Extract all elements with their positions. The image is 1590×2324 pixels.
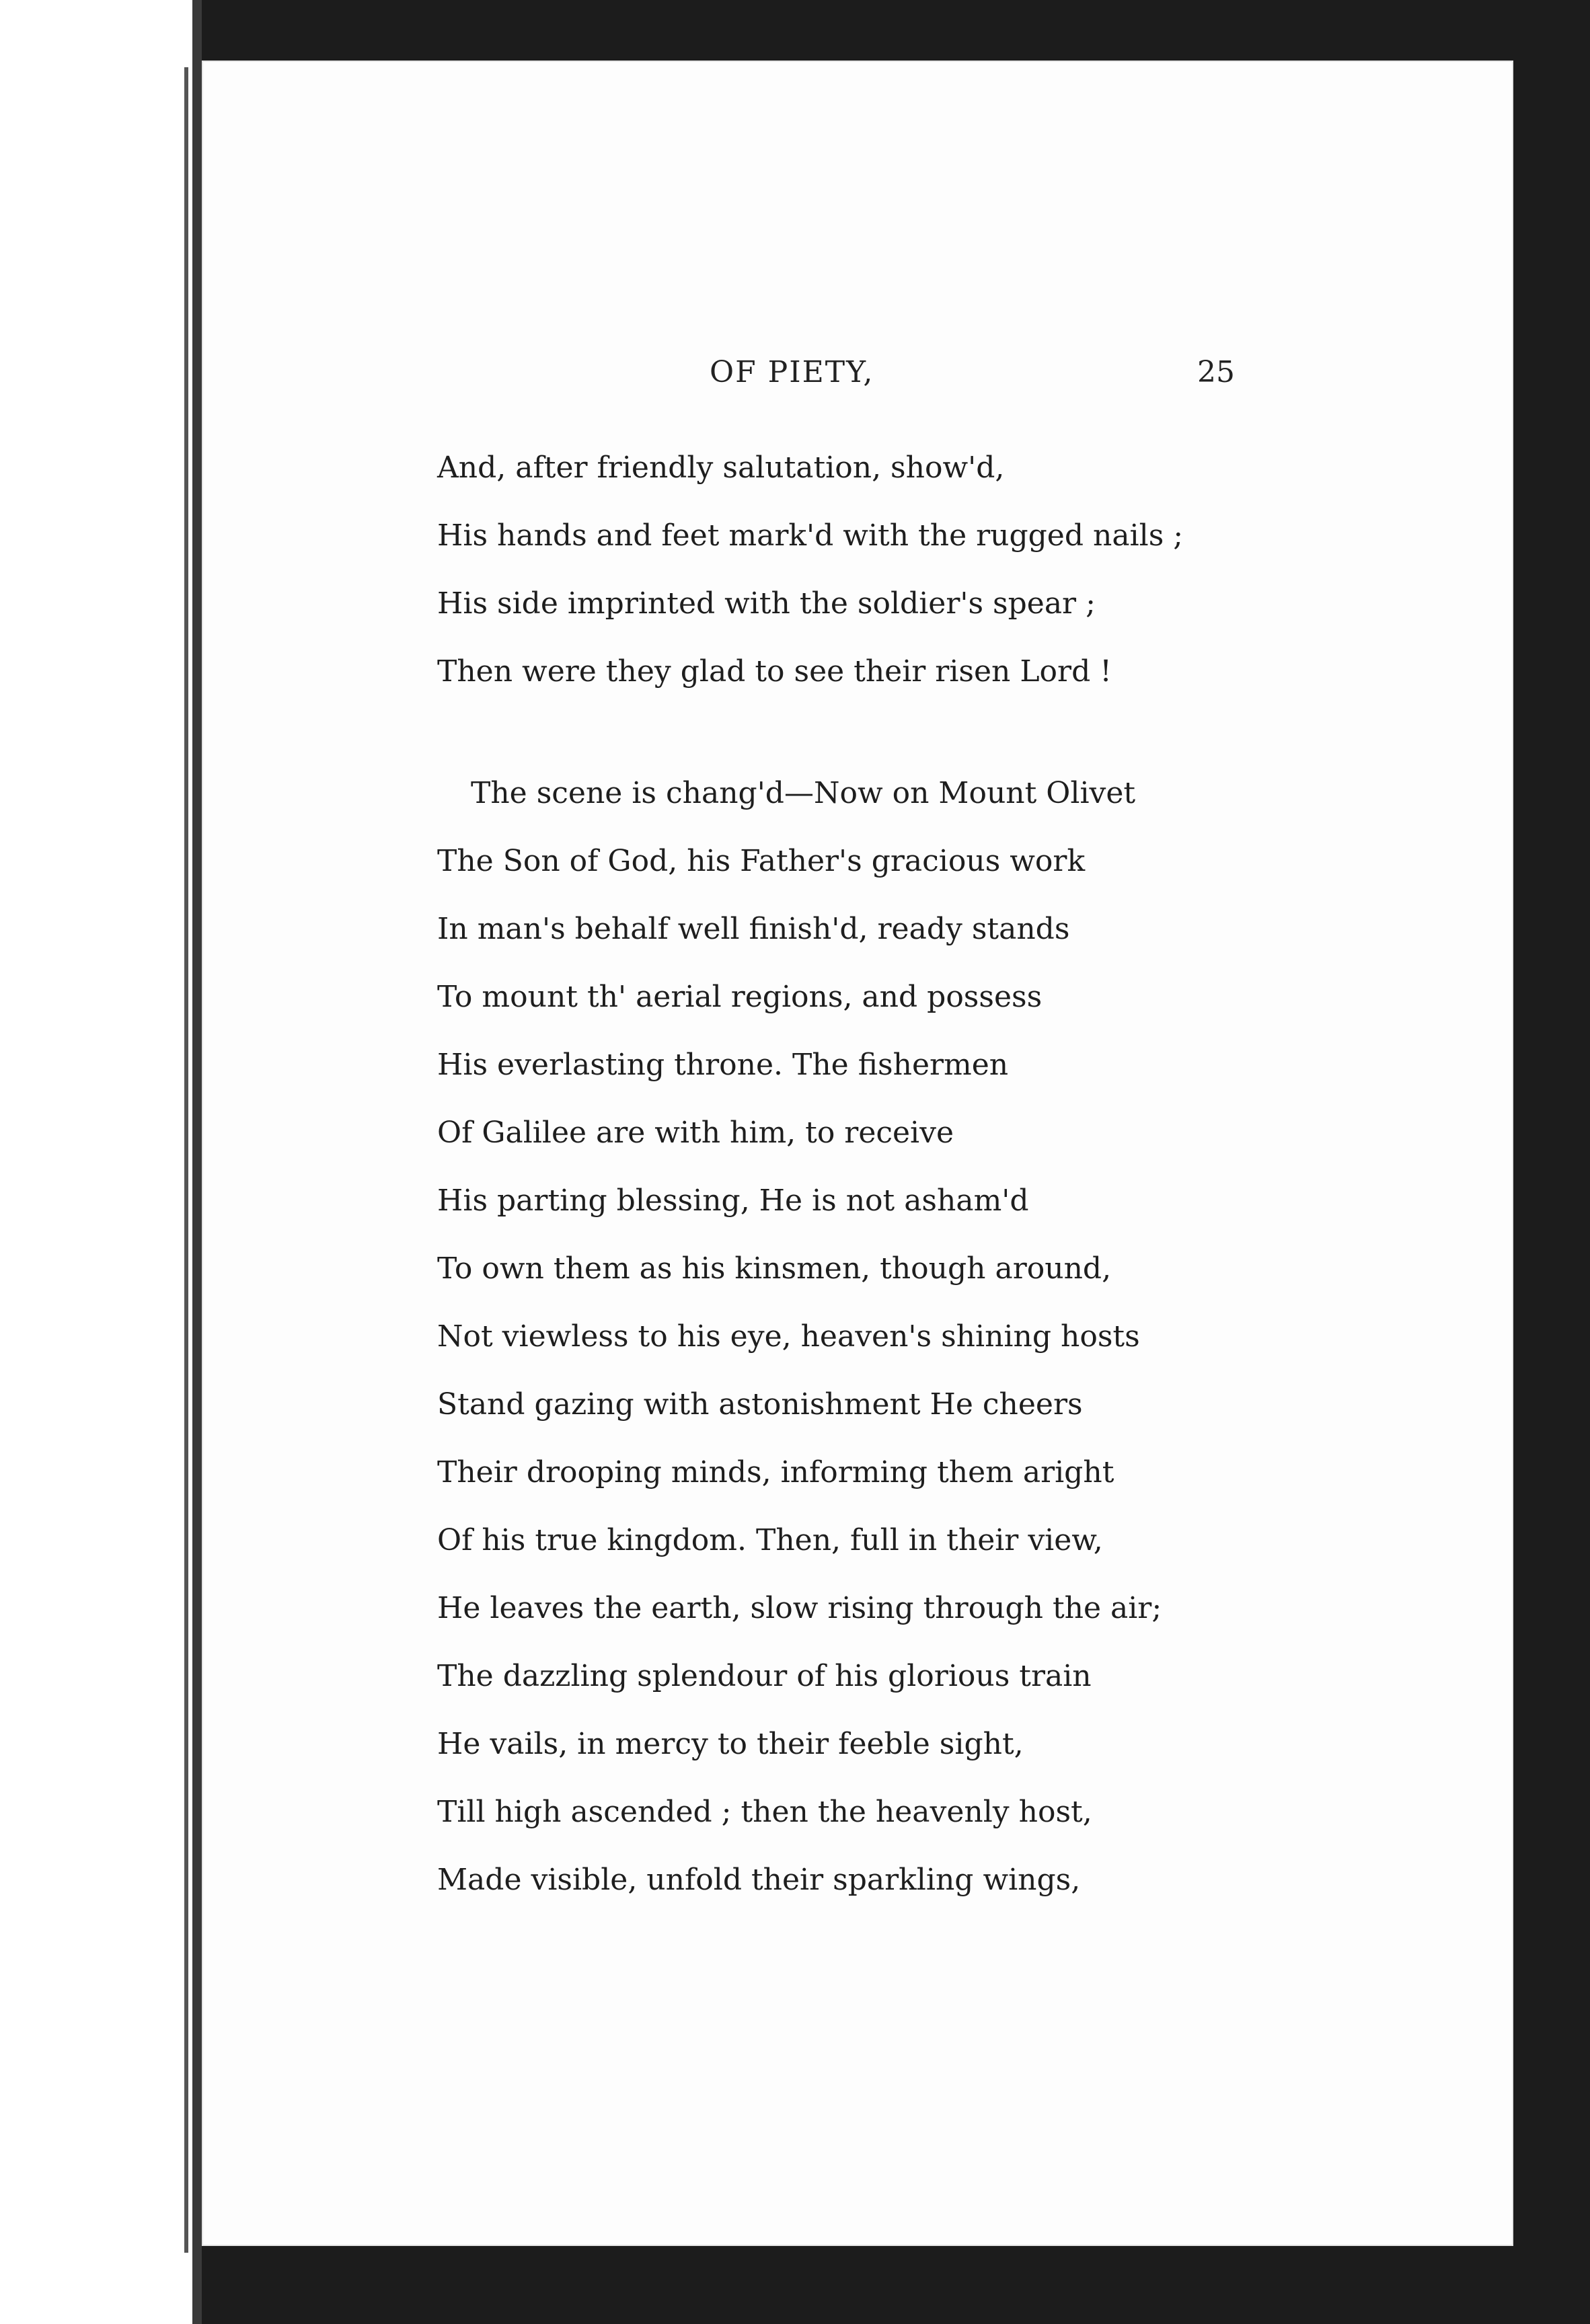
verse-line: Stand gazing with astonishment He cheers — [437, 1387, 1083, 1422]
verse-line: Of Galilee are with him, to receive — [437, 1116, 954, 1150]
verse-line: The Son of God, his Father's gracious work — [437, 844, 1086, 878]
verse-line: His side imprinted with the soldier's spear ; — [437, 586, 1096, 621]
verse-line: Not viewless to his eye, heaven's shining hosts — [437, 1319, 1140, 1354]
verse-line: He leaves the earth, slow rising through the air; — [437, 1591, 1162, 1625]
verse-line: To mount th' aerial regions, and possess — [437, 980, 1043, 1014]
verse-line: Their drooping minds, informing them aright — [437, 1455, 1114, 1489]
stanza-2 — [437, 776, 1473, 1931]
verse-line: Till high ascended ; then the heavenly host, — [437, 1795, 1092, 1829]
poem-body — [437, 451, 1473, 1984]
stanza-1 — [437, 451, 1473, 722]
verse-line: His everlasting throne. The fishermen — [437, 1048, 1009, 1082]
previous-page-edge — [0, 0, 202, 2324]
running-head — [202, 355, 1513, 409]
verse-line: In man's behalf well finish'd, ready stands — [437, 912, 1070, 946]
verse-line: Of his true kingdom. Then, full in their view, — [437, 1523, 1103, 1557]
book-page — [202, 61, 1513, 2246]
verse-line: He vails, in mercy to their feeble sight, — [437, 1727, 1024, 1761]
binding-shadow — [184, 67, 188, 2253]
verse-line: To own them as his kinsmen, though around, — [437, 1251, 1112, 1286]
verse-line: The scene is chang'd—Now on Mount Olivet — [471, 776, 1136, 810]
verse-line: And, after friendly salutation, show'd, — [437, 451, 1005, 485]
verse-line: Made visible, unfold their sparkling wings, — [437, 1863, 1081, 1897]
verse-line: His hands and feet mark'd with the rugged nails ; — [437, 518, 1184, 553]
verse-line: His parting blessing, He is not asham'd — [437, 1184, 1029, 1218]
verse-line: Then were they glad to see their risen Lord ! — [437, 654, 1112, 689]
running-title: OF PIETY, — [710, 355, 874, 389]
page-number: 25 — [1197, 355, 1235, 389]
verse-line: The dazzling splendour of his glorious train — [437, 1659, 1092, 1693]
